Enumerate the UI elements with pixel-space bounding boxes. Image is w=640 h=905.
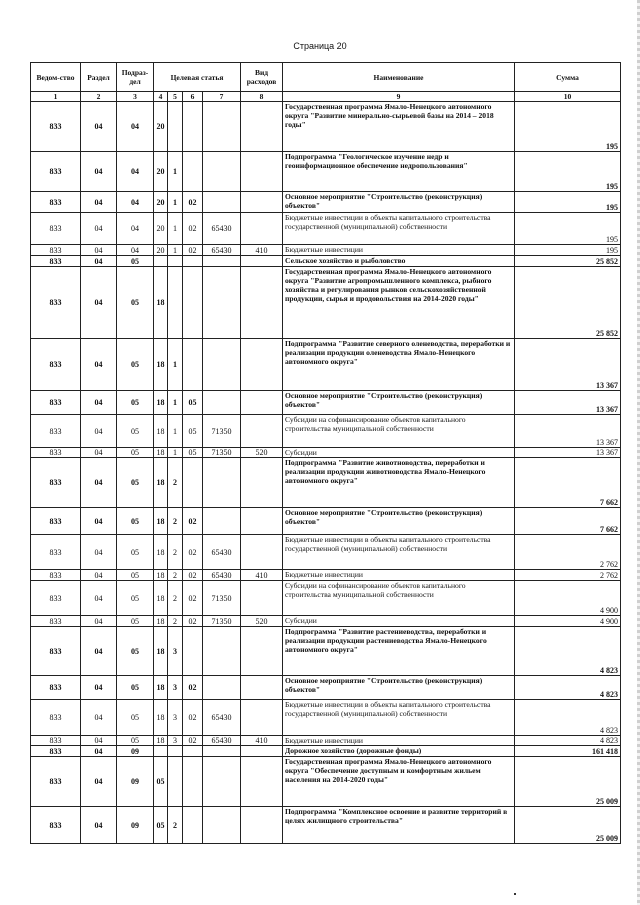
cell-program: 18 — [154, 267, 168, 339]
cell-subprogram: 3 — [168, 627, 183, 676]
cell-vedomstvo: 833 — [31, 245, 81, 256]
cell-vid-raskhodov — [241, 391, 283, 415]
table-row — [31, 807, 621, 844]
cell-direction — [203, 757, 241, 807]
cell-razdel: 04 — [81, 256, 117, 267]
cell-naimenovanie: Бюджетные инвестиции — [283, 570, 515, 581]
table-row — [31, 458, 621, 508]
cell-razdel: 04 — [81, 267, 117, 339]
cell-subprogram: 2 — [168, 807, 183, 844]
cell-subprogram: 1 — [168, 391, 183, 415]
cell-program — [154, 746, 168, 757]
cell-vid-raskhodov — [241, 192, 283, 213]
table-row — [31, 339, 621, 391]
cell-podrazdel: 05 — [117, 616, 154, 627]
cell-direction — [203, 152, 241, 192]
cell-program — [154, 256, 168, 267]
cell-vedomstvo: 833 — [31, 391, 81, 415]
cell-podrazdel: 05 — [117, 256, 154, 267]
cell-podrazdel: 05 — [117, 535, 154, 570]
cell-vid-raskhodov — [241, 339, 283, 391]
cell-vid-raskhodov — [241, 152, 283, 192]
cell-subprogram: 2 — [168, 616, 183, 627]
cell-subprogram: 2 — [168, 535, 183, 570]
cell-summa: 195 — [515, 213, 621, 245]
cell-subprogram: 2 — [168, 581, 183, 616]
cell-subprogram: 1 — [168, 245, 183, 256]
cell-summa: 13 367 — [515, 448, 621, 458]
cell-direction: 65430 — [203, 245, 241, 256]
cell-program: 18 — [154, 616, 168, 627]
cell-direction — [203, 256, 241, 267]
cell-measure — [183, 757, 203, 807]
cell-subprogram — [168, 102, 183, 152]
table-row — [31, 581, 621, 616]
column-number: 10 — [515, 92, 621, 102]
cell-program: 18 — [154, 627, 168, 676]
cell-podrazdel: 04 — [117, 213, 154, 245]
cell-vid-raskhodov — [241, 213, 283, 245]
cell-subprogram: 3 — [168, 676, 183, 700]
cell-vid-raskhodov — [241, 676, 283, 700]
column-number: 2 — [81, 92, 117, 102]
cell-vedomstvo: 833 — [31, 152, 81, 192]
cell-naimenovanie: Государственная программа Ямало-Ненецкого автономного округа "Развитие минерально-сырьевой базы на 2014 – 2018 годы" — [283, 102, 515, 152]
table-row — [31, 256, 621, 267]
cell-razdel: 04 — [81, 415, 117, 448]
cell-razdel: 04 — [81, 152, 117, 192]
cell-vedomstvo: 833 — [31, 213, 81, 245]
column-number: 5 — [168, 92, 183, 102]
cell-vedomstvo: 833 — [31, 508, 81, 535]
table-row — [31, 267, 621, 339]
cell-naimenovanie: Субсидии на софинансирование объектов капитального строительства муниципальной собственности — [283, 581, 515, 616]
cell-program: 18 — [154, 535, 168, 570]
cell-podrazdel: 05 — [117, 267, 154, 339]
cell-subprogram: 2 — [168, 508, 183, 535]
cell-vedomstvo: 833 — [31, 616, 81, 627]
table-row — [31, 213, 621, 245]
cell-vedomstvo: 833 — [31, 458, 81, 508]
cell-razdel: 04 — [81, 391, 117, 415]
cell-naimenovanie: Государственная программа Ямало-Ненецкого автономного округа "Развитие агропромышленного комплекса, рыбного хозяйства и регулирования рынков сельскохозяйственной продукции, сырья и продовольствия на 2014-2020 годы" — [283, 267, 515, 339]
table-row — [31, 757, 621, 807]
cell-vedomstvo: 833 — [31, 256, 81, 267]
cell-direction: 71350 — [203, 581, 241, 616]
cell-direction — [203, 807, 241, 844]
table-header-row — [31, 63, 621, 92]
cell-direction — [203, 627, 241, 676]
cell-measure — [183, 627, 203, 676]
column-number: 8 — [241, 92, 283, 102]
cell-vid-raskhodov — [241, 102, 283, 152]
cell-naimenovanie: Бюджетные инвестиции — [283, 736, 515, 746]
cell-measure: 02 — [183, 192, 203, 213]
cell-direction: 65430 — [203, 213, 241, 245]
cell-direction: 71350 — [203, 415, 241, 448]
cell-razdel: 04 — [81, 213, 117, 245]
cell-razdel: 04 — [81, 676, 117, 700]
cell-summa: 13 367 — [515, 339, 621, 391]
cell-direction — [203, 102, 241, 152]
cell-naimenovanie: Бюджетные инвестиции в объекты капитального строительства государственной (муниципальной) собственности — [283, 213, 515, 245]
cell-program: 05 — [154, 757, 168, 807]
cell-subprogram — [168, 757, 183, 807]
cell-vedomstvo: 833 — [31, 700, 81, 736]
cell-razdel: 04 — [81, 616, 117, 627]
cell-vedomstvo: 833 — [31, 570, 81, 581]
cell-summa: 4 823 — [515, 700, 621, 736]
table-row — [31, 192, 621, 213]
cell-measure: 02 — [183, 508, 203, 535]
cell-program: 18 — [154, 700, 168, 736]
header-vedomstvo: Ведом-ство — [31, 63, 81, 92]
cell-direction: 71350 — [203, 448, 241, 458]
cell-vid-raskhodov — [241, 700, 283, 736]
header-summa: Сумма — [515, 63, 621, 92]
table-row — [31, 535, 621, 570]
table-row — [31, 391, 621, 415]
cell-measure: 05 — [183, 415, 203, 448]
table-row — [31, 627, 621, 676]
cell-summa: 25 009 — [515, 807, 621, 844]
cell-podrazdel: 05 — [117, 570, 154, 581]
cell-subprogram: 2 — [168, 570, 183, 581]
cell-direction: 65430 — [203, 700, 241, 736]
cell-vid-raskhodov: 410 — [241, 736, 283, 746]
cell-podrazdel: 05 — [117, 448, 154, 458]
table-row — [31, 245, 621, 256]
cell-measure: 02 — [183, 570, 203, 581]
cell-razdel: 04 — [81, 581, 117, 616]
cell-naimenovanie: Субсидии на софинансирование объектов капитального строительства муниципальной собственности — [283, 415, 515, 448]
cell-subprogram: 2 — [168, 458, 183, 508]
cell-naimenovanie: Подпрограмма "Геологическое изучение недр и геоинформационное обеспечение недропользования" — [283, 152, 515, 192]
cell-naimenovanie: Подпрограмма "Комплексное освоение и развитие территорий в целях жилищного строительства" — [283, 807, 515, 844]
cell-podrazdel: 05 — [117, 391, 154, 415]
cell-naimenovanie: Бюджетные инвестиции — [283, 245, 515, 256]
cell-vid-raskhodov — [241, 581, 283, 616]
cell-summa: 25 852 — [515, 256, 621, 267]
cell-vid-raskhodov — [241, 415, 283, 448]
table-row — [31, 746, 621, 757]
cell-summa: 4 823 — [515, 676, 621, 700]
cell-podrazdel: 05 — [117, 415, 154, 448]
cell-measure: 02 — [183, 581, 203, 616]
cell-naimenovanie: Сельское хозяйство и рыболовство — [283, 256, 515, 267]
cell-summa: 25 852 — [515, 267, 621, 339]
cell-program: 18 — [154, 508, 168, 535]
cell-subprogram: 1 — [168, 339, 183, 391]
cell-razdel: 04 — [81, 339, 117, 391]
cell-program: 20 — [154, 152, 168, 192]
cell-podrazdel: 05 — [117, 627, 154, 676]
cell-summa: 195 — [515, 245, 621, 256]
cell-razdel: 04 — [81, 102, 117, 152]
cell-measure: 02 — [183, 700, 203, 736]
cell-razdel: 04 — [81, 700, 117, 736]
cell-program: 18 — [154, 458, 168, 508]
cell-podrazdel: 04 — [117, 192, 154, 213]
cell-razdel: 04 — [81, 448, 117, 458]
cell-subprogram: 1 — [168, 448, 183, 458]
cell-summa: 4 823 — [515, 736, 621, 746]
cell-razdel: 04 — [81, 458, 117, 508]
cell-razdel: 04 — [81, 570, 117, 581]
cell-podrazdel: 05 — [117, 676, 154, 700]
cell-program: 18 — [154, 570, 168, 581]
cell-razdel: 04 — [81, 757, 117, 807]
cell-vedomstvo: 833 — [31, 415, 81, 448]
cell-naimenovanie: Основное мероприятие "Строительство (реконструкция) объектов" — [283, 508, 515, 535]
cell-vid-raskhodov — [241, 458, 283, 508]
cell-podrazdel: 05 — [117, 458, 154, 508]
cell-razdel: 04 — [81, 736, 117, 746]
cell-naimenovanie: Подпрограмма "Развитие животноводства, переработки и реализации продукции животноводства Ямало-Ненецкого автономного округа" — [283, 458, 515, 508]
cell-podrazdel: 04 — [117, 245, 154, 256]
cell-measure: 05 — [183, 391, 203, 415]
cell-measure — [183, 256, 203, 267]
cell-podrazdel: 04 — [117, 152, 154, 192]
page-number-label: Страница 20 — [293, 41, 347, 51]
cell-direction: 65430 — [203, 535, 241, 570]
cell-subprogram: 1 — [168, 415, 183, 448]
cell-vid-raskhodov — [241, 535, 283, 570]
cell-measure — [183, 339, 203, 391]
header-podrazdel: Подраз-дел — [117, 63, 154, 92]
cell-summa: 25 009 — [515, 757, 621, 807]
cell-measure: 02 — [183, 213, 203, 245]
cell-naimenovanie: Бюджетные инвестиции в объекты капитального строительства государственной (муниципальной) собственности — [283, 535, 515, 570]
cell-naimenovanie: Дорожное хозяйство (дорожные фонды) — [283, 746, 515, 757]
cell-direction — [203, 339, 241, 391]
cell-program: 20 — [154, 213, 168, 245]
cell-program: 18 — [154, 581, 168, 616]
cell-vedomstvo: 833 — [31, 676, 81, 700]
cell-summa: 2 762 — [515, 535, 621, 570]
cell-direction: 71350 — [203, 616, 241, 627]
cell-vid-raskhodov: 410 — [241, 570, 283, 581]
cell-razdel: 04 — [81, 746, 117, 757]
cell-direction — [203, 458, 241, 508]
table-row — [31, 616, 621, 627]
column-number: 1 — [31, 92, 81, 102]
cell-razdel: 04 — [81, 192, 117, 213]
cell-vedomstvo: 833 — [31, 535, 81, 570]
cell-program: 20 — [154, 102, 168, 152]
table-row — [31, 102, 621, 152]
cell-measure: 02 — [183, 616, 203, 627]
cell-vid-raskhodov — [241, 807, 283, 844]
cell-measure — [183, 102, 203, 152]
cell-subprogram: 1 — [168, 213, 183, 245]
table-row — [31, 448, 621, 458]
cell-vid-raskhodov — [241, 267, 283, 339]
table-body — [31, 102, 621, 844]
cell-naimenovanie: Подпрограмма "Развитие северного оленеводства, переработки и реализации продукции оленеводства Ямало-Ненецкого автономного округа" — [283, 339, 515, 391]
cell-naimenovanie: Основное мероприятие "Строительство (реконструкция) объектов" — [283, 676, 515, 700]
cell-razdel: 04 — [81, 627, 117, 676]
cell-summa: 195 — [515, 102, 621, 152]
column-number: 4 — [154, 92, 168, 102]
cell-measure — [183, 458, 203, 508]
cell-direction: 65430 — [203, 570, 241, 581]
cell-subprogram: 3 — [168, 700, 183, 736]
cell-podrazdel: 09 — [117, 807, 154, 844]
cell-subprogram: 1 — [168, 192, 183, 213]
column-number: 9 — [283, 92, 515, 102]
cell-vedomstvo: 833 — [31, 102, 81, 152]
cell-program: 20 — [154, 245, 168, 256]
cell-vid-raskhodov: 520 — [241, 616, 283, 627]
cell-vedomstvo: 833 — [31, 267, 81, 339]
cell-vid-raskhodov: 520 — [241, 448, 283, 458]
cell-measure — [183, 152, 203, 192]
cell-program: 05 — [154, 807, 168, 844]
cell-subprogram — [168, 256, 183, 267]
cell-podrazdel: 05 — [117, 581, 154, 616]
cell-measure — [183, 267, 203, 339]
cell-summa: 7 662 — [515, 508, 621, 535]
cell-program: 18 — [154, 391, 168, 415]
column-number: 7 — [203, 92, 241, 102]
cell-summa: 13 367 — [515, 415, 621, 448]
header-celevaya-statya: Целевая статья — [154, 63, 241, 92]
cell-vedomstvo: 833 — [31, 627, 81, 676]
cell-vedomstvo: 833 — [31, 448, 81, 458]
cell-direction — [203, 267, 241, 339]
cell-summa: 2 762 — [515, 570, 621, 581]
cell-vedomstvo: 833 — [31, 746, 81, 757]
cell-summa: 13 367 — [515, 391, 621, 415]
table-row — [31, 508, 621, 535]
table-row — [31, 736, 621, 746]
cell-subprogram: 3 — [168, 736, 183, 746]
cell-razdel: 04 — [81, 508, 117, 535]
cell-naimenovanie: Государственная программа Ямало-Ненецкого автономного округа "Обеспечение доступным и комфортным жильем населения на 2014-2020 годы" — [283, 757, 515, 807]
table-row — [31, 415, 621, 448]
cell-vedomstvo: 833 — [31, 581, 81, 616]
cell-direction — [203, 676, 241, 700]
cell-measure: 02 — [183, 535, 203, 570]
cell-naimenovanie: Субсидии — [283, 448, 515, 458]
cell-direction — [203, 391, 241, 415]
cell-razdel: 04 — [81, 807, 117, 844]
cell-vid-raskhodov — [241, 757, 283, 807]
cell-naimenovanie: Основное мероприятие "Строительство (реконструкция) объектов" — [283, 391, 515, 415]
column-number: 3 — [117, 92, 154, 102]
cell-measure: 02 — [183, 676, 203, 700]
cell-vedomstvo: 833 — [31, 339, 81, 391]
cell-podrazdel: 09 — [117, 746, 154, 757]
cell-direction: 65430 — [203, 736, 241, 746]
cell-vedomstvo: 833 — [31, 757, 81, 807]
cell-razdel: 04 — [81, 535, 117, 570]
cell-podrazdel: 05 — [117, 700, 154, 736]
cell-vid-raskhodov — [241, 627, 283, 676]
cell-summa: 195 — [515, 152, 621, 192]
cell-direction — [203, 192, 241, 213]
table-row — [31, 152, 621, 192]
cell-program: 20 — [154, 192, 168, 213]
header-vid-raskhodov: Вид расходов — [241, 63, 283, 92]
cell-summa: 4 823 — [515, 627, 621, 676]
cell-summa: 4 900 — [515, 616, 621, 627]
cell-podrazdel: 04 — [117, 102, 154, 152]
cell-vid-raskhodov: 410 — [241, 245, 283, 256]
cell-measure: 02 — [183, 736, 203, 746]
header-naimenovanie: Наименование — [283, 63, 515, 92]
cell-vedomstvo: 833 — [31, 736, 81, 746]
cell-podrazdel: 09 — [117, 757, 154, 807]
table-row — [31, 570, 621, 581]
cell-measure — [183, 746, 203, 757]
cell-measure — [183, 807, 203, 844]
budget-table — [30, 62, 621, 844]
cell-summa: 161 418 — [515, 746, 621, 757]
cell-naimenovanie: Субсидии — [283, 616, 515, 627]
cell-podrazdel: 05 — [117, 508, 154, 535]
cell-naimenovanie: Бюджетные инвестиции в объекты капитального строительства государственной (муниципальной) собственности — [283, 700, 515, 736]
cell-summa: 4 900 — [515, 581, 621, 616]
cell-razdel: 04 — [81, 245, 117, 256]
cell-program: 18 — [154, 415, 168, 448]
table-row — [31, 676, 621, 700]
table-row — [31, 700, 621, 736]
cell-naimenovanie: Подпрограмма "Развитие растениеводства, переработки и реализации продукции растениеводства Ямало-Ненецкого автономного округа" — [283, 627, 515, 676]
cell-program: 18 — [154, 676, 168, 700]
cell-vedomstvo: 833 — [31, 807, 81, 844]
cell-naimenovanie: Основное мероприятие "Строительство (реконструкция) объектов" — [283, 192, 515, 213]
cell-vid-raskhodov — [241, 508, 283, 535]
cell-program: 18 — [154, 736, 168, 746]
cell-measure: 02 — [183, 245, 203, 256]
cell-subprogram: 1 — [168, 152, 183, 192]
cell-summa: 195 — [515, 192, 621, 213]
scan-speck — [514, 893, 516, 895]
cell-program: 18 — [154, 448, 168, 458]
cell-vid-raskhodov — [241, 746, 283, 757]
cell-podrazdel: 05 — [117, 736, 154, 746]
cell-vedomstvo: 833 — [31, 192, 81, 213]
cell-subprogram — [168, 267, 183, 339]
column-number: 6 — [183, 92, 203, 102]
cell-summa: 7 662 — [515, 458, 621, 508]
cell-direction — [203, 508, 241, 535]
cell-podrazdel: 05 — [117, 339, 154, 391]
column-number-row — [31, 92, 621, 102]
cell-measure: 05 — [183, 448, 203, 458]
cell-program: 18 — [154, 339, 168, 391]
cell-direction — [203, 746, 241, 757]
cell-subprogram — [168, 746, 183, 757]
cell-vid-raskhodov — [241, 256, 283, 267]
header-razdel: Раздел — [81, 63, 117, 92]
